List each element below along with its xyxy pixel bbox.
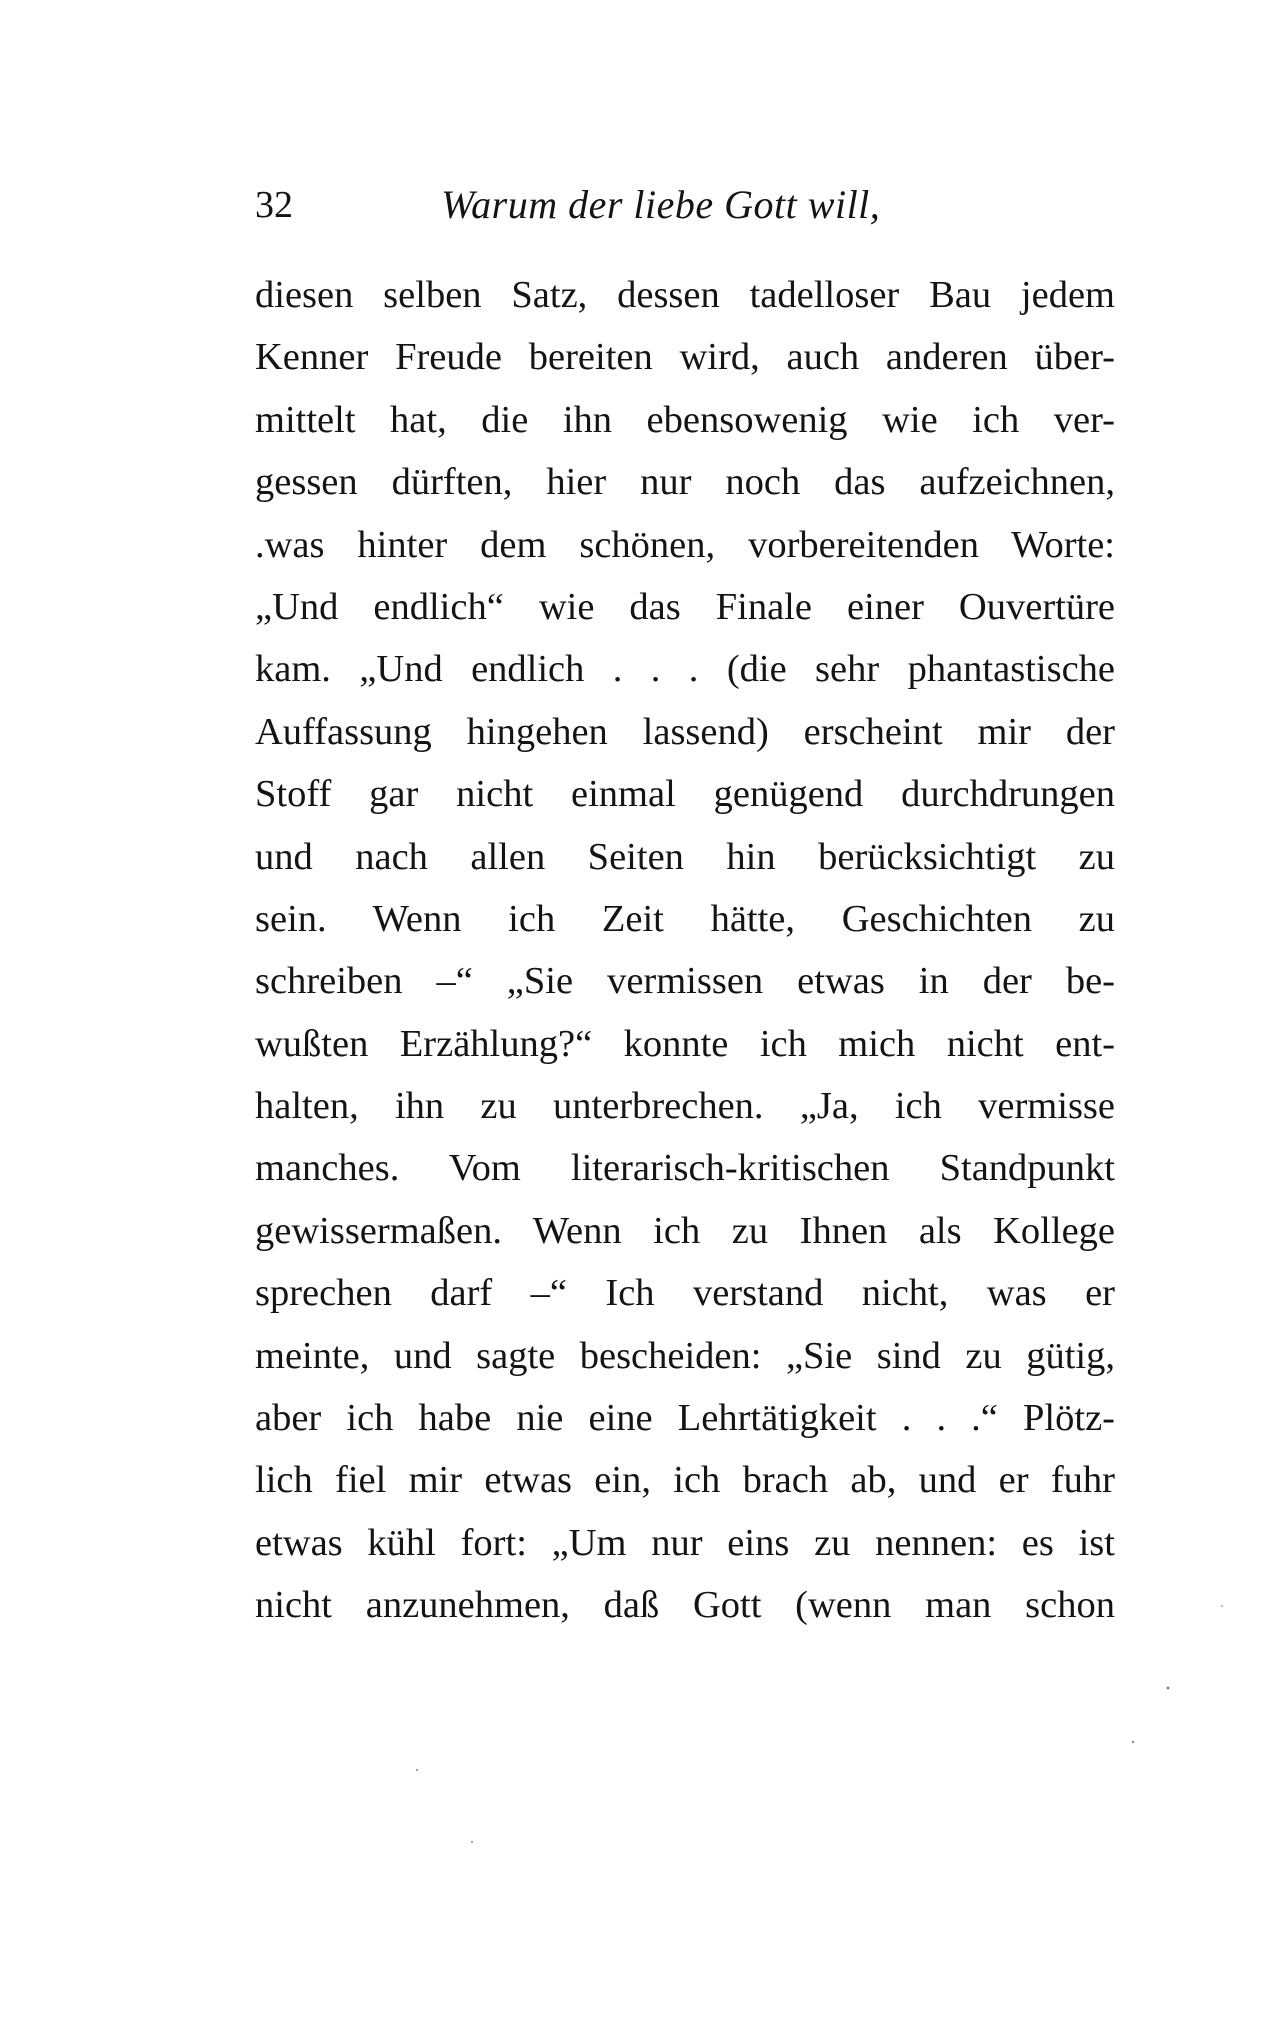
text-line: gewissermaßen. Wenn ich zu Ihnen als Kollege	[255, 1209, 1115, 1252]
text-line: manches. Vom literarisch-kritischen Standpunkt	[255, 1147, 1115, 1190]
text-line: lich fiel mir etwas ein, ich brach ab, und er fuhr	[255, 1459, 1115, 1502]
text-line: meinte, und sagte bescheiden: „Sie sind zu gütig,	[255, 1334, 1115, 1377]
running-title: Warum der liebe Gott will,	[441, 182, 881, 227]
text-line: wußten Erzählung?“ konnte ich mich nicht ent-	[255, 1022, 1115, 1065]
scan-speck	[1221, 1605, 1223, 1607]
scan-speck	[1167, 1687, 1170, 1690]
text-line: „Und endlich“ wie das Finale einer Ouvertüre	[255, 585, 1115, 628]
text-line: aber ich habe nie eine Lehrtätigkeit . . .“ Plötz-	[255, 1397, 1115, 1440]
scan-speck	[1132, 1741, 1134, 1743]
text-line: Stoff gar nicht einmal genügend durchdrungen	[255, 773, 1115, 816]
text-line: halten, ihn zu unterbrechen. „Ja, ich vermisse	[255, 1085, 1115, 1128]
text-line: sein. Wenn ich Zeit hätte, Geschichten zu	[255, 897, 1115, 940]
scan-speck	[416, 1769, 418, 1771]
text-line: .was hinter dem schönen, vorbereitenden Worte:	[255, 523, 1115, 566]
text-line: sprechen darf –“ Ich verstand nicht, was er	[255, 1272, 1115, 1315]
body-text	[255, 264, 1115, 1637]
scan-speck	[471, 1841, 473, 1843]
running-head	[255, 180, 1115, 230]
text-line: nicht anzunehmen, daß Gott (wenn man schon	[255, 1584, 1115, 1627]
text-line: schreiben –“ „Sie vermissen etwas in der be-	[255, 960, 1115, 1003]
text-line: Kenner Freude bereiten wird, auch anderen über-	[255, 336, 1115, 379]
page-number: 32	[255, 184, 293, 226]
text-line: mittelt hat, die ihn ebensowenig wie ich ver-	[255, 398, 1115, 441]
text-line: gessen dürften, hier nur noch das aufzeichnen,	[255, 461, 1115, 504]
text-line: kam. „Und endlich . . . (die sehr phantastische	[255, 648, 1115, 691]
text-line: Auffassung hingehen lassend) erscheint mir der	[255, 710, 1115, 753]
text-line: diesen selben Satz, dessen tadelloser Bau jedem	[255, 274, 1115, 316]
text-line: und nach allen Seiten hin berücksichtigt zu	[255, 835, 1115, 878]
text-line: etwas kühl fort: „Um nur eins zu nennen: es ist	[255, 1521, 1115, 1564]
